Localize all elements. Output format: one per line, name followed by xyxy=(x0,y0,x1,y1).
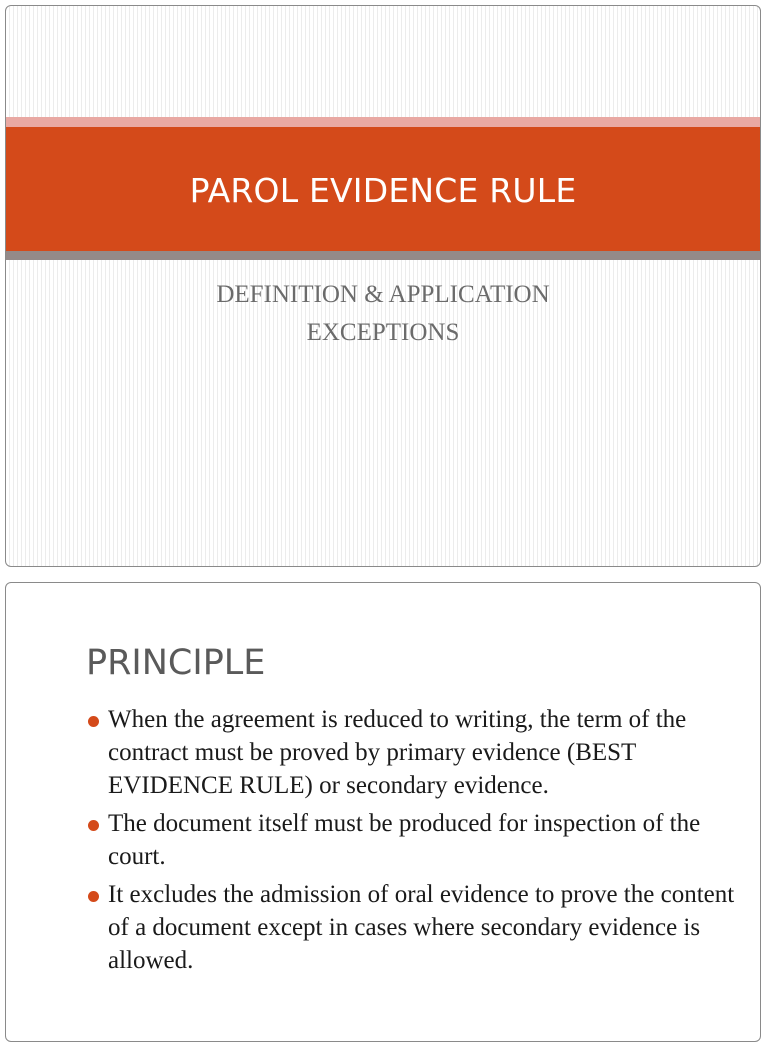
content-slide xyxy=(5,582,761,1042)
subtitle-line: EXCEPTIONS xyxy=(306,319,460,346)
bullet-dot-icon xyxy=(88,891,99,902)
bullet-list xyxy=(86,703,736,982)
title-slide xyxy=(5,5,761,567)
slide-heading: PRINCIPLE xyxy=(86,643,266,683)
title-band-top xyxy=(6,117,760,127)
title-band xyxy=(6,127,760,251)
bullet-item xyxy=(86,878,736,977)
bullet-text: When the agreement is reduced to writing, the term of the contract must be proved by primary evidence (BEST EVIDENCE RULE) or secondary evidence. xyxy=(108,706,687,799)
subtitle-line: DEFINITION & APPLICATION xyxy=(216,281,550,308)
bullet-item xyxy=(86,703,736,802)
bullet-dot-icon xyxy=(88,716,99,727)
bullet-text: It excludes the admission of oral evidence to prove the content of a document except in cases where secondary evidence is allowed. xyxy=(108,881,735,974)
bullet-text: The document itself must be produced for inspection of the court. xyxy=(108,810,701,870)
bullet-item xyxy=(86,807,736,873)
title-band-bottom xyxy=(6,251,760,260)
slide-title: PAROL EVIDENCE RULE xyxy=(189,170,577,210)
bullet-dot-icon xyxy=(88,820,99,831)
slide-subtitle xyxy=(6,276,760,352)
